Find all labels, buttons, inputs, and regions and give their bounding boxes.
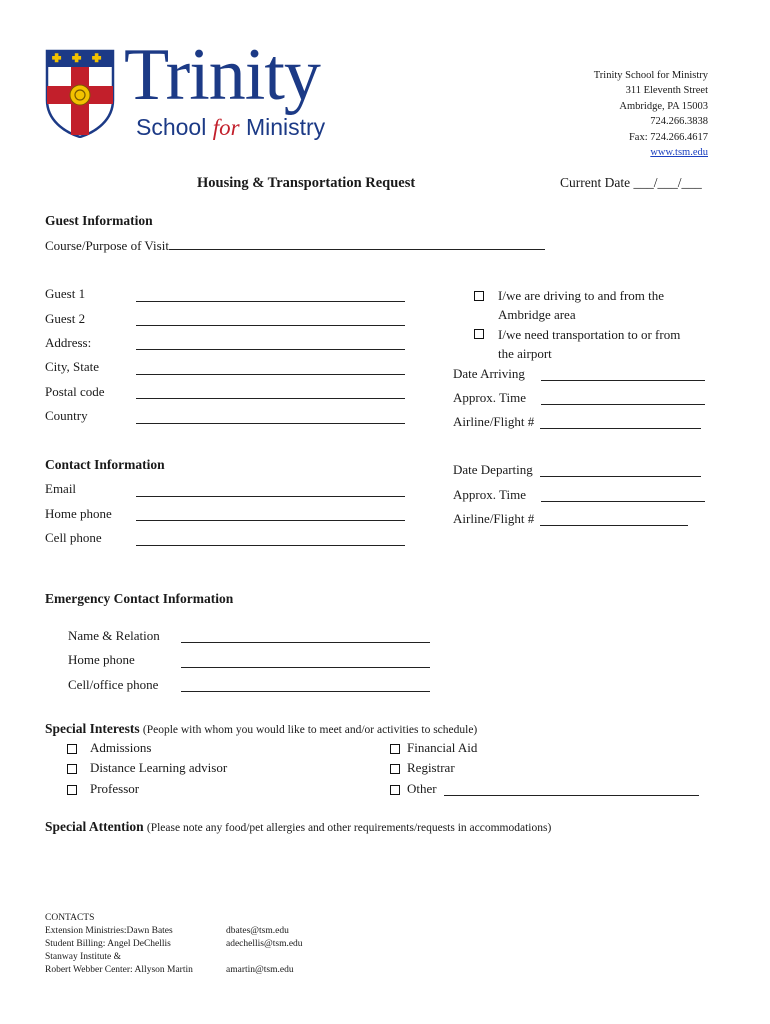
address-line[interactable] bbox=[136, 337, 405, 350]
address-fax: Fax: 724.266.4617 bbox=[628, 131, 708, 143]
contact-email-1[interactable]: dbates@tsm.edu bbox=[226, 926, 289, 936]
emergency-home-phone-label: Home phone bbox=[68, 652, 135, 667]
address-block bbox=[594, 68, 708, 160]
driving-checkbox[interactable] bbox=[474, 291, 484, 301]
approx-time-arrive-label: Approx. Time bbox=[453, 390, 526, 405]
admissions-label: Admissions bbox=[90, 740, 152, 755]
contact-email-2[interactable]: adechellis@tsm.edu bbox=[226, 939, 303, 949]
approx-time-arrive-line[interactable] bbox=[541, 392, 705, 405]
approx-time-depart-label: Approx. Time bbox=[453, 487, 526, 502]
city-state-line[interactable] bbox=[136, 362, 405, 375]
country-label: Country bbox=[45, 408, 88, 423]
airline-depart-line[interactable] bbox=[540, 513, 688, 526]
emergency-name-line[interactable] bbox=[181, 630, 430, 643]
financial-aid-label: Financial Aid bbox=[407, 740, 478, 755]
airline-arrive-line[interactable] bbox=[540, 416, 701, 429]
course-purpose-field[interactable]: Course/Purpose of Visit bbox=[45, 237, 545, 254]
shield-crest-icon bbox=[44, 48, 116, 138]
postal-code-label: Postal code bbox=[45, 384, 105, 399]
professor-checkbox[interactable] bbox=[67, 785, 77, 795]
special-attention-title: Special Attention (Please note any food/pet allergies and other requirements/requests in accommodations) bbox=[45, 819, 552, 834]
guest1-line[interactable] bbox=[136, 289, 405, 302]
admissions-checkbox[interactable] bbox=[67, 744, 77, 754]
address-label: Address: bbox=[45, 335, 92, 350]
city-state-label: City, State bbox=[45, 359, 100, 374]
address-name: Trinity School for Ministry bbox=[593, 70, 708, 81]
distance-learning-checkbox[interactable] bbox=[67, 764, 77, 774]
logo-wordmark-trinity: Trinity bbox=[124, 34, 320, 116]
contact-label-1: Extension Ministries:Dawn Bates bbox=[45, 926, 173, 936]
approx-time-depart-line[interactable] bbox=[541, 489, 705, 502]
address-street: 311 Eleventh Street bbox=[625, 85, 708, 97]
date-departing-line[interactable] bbox=[540, 464, 701, 477]
home-phone-line[interactable] bbox=[136, 508, 405, 521]
course-purpose-line[interactable] bbox=[169, 237, 545, 250]
emergency-name-label: Name & Relation bbox=[68, 628, 160, 643]
emergency-heading: Emergency Contact Information bbox=[45, 591, 234, 606]
contacts-heading: CONTACTS bbox=[45, 913, 95, 923]
airline-arrive-label: Airline/Flight # bbox=[453, 414, 535, 429]
date-arriving-line[interactable] bbox=[541, 368, 705, 381]
other-line[interactable] bbox=[444, 783, 699, 796]
distance-learning-label: Distance Learning advisor bbox=[90, 760, 228, 775]
guest2-line[interactable] bbox=[136, 313, 405, 326]
other-label: Other bbox=[407, 781, 437, 796]
date-arriving-label: Date Arriving bbox=[453, 366, 525, 381]
registrar-label: Registrar bbox=[407, 760, 455, 775]
financial-aid-checkbox[interactable] bbox=[390, 744, 400, 754]
logo-wordmark-school: School for Ministry bbox=[136, 114, 326, 140]
transport-option-line1: I/we need transportation to or from bbox=[498, 327, 681, 342]
contact-label-3: Stanway Institute & bbox=[45, 952, 121, 962]
page-title: Housing & Transportation Request bbox=[197, 175, 416, 191]
address-city: Ambridge, PA 15003 bbox=[619, 100, 708, 112]
driving-option-line1: I/we are driving to and from the bbox=[498, 288, 665, 303]
email-line[interactable] bbox=[136, 484, 405, 497]
cell-phone-label: Cell phone bbox=[45, 530, 102, 545]
cell-phone-line[interactable] bbox=[136, 533, 405, 546]
contact-label-2: Student Billing: Angel DeChellis bbox=[45, 939, 171, 949]
email-label: Email bbox=[45, 481, 77, 496]
country-line[interactable] bbox=[136, 411, 405, 424]
airline-depart-label: Airline/Flight # bbox=[453, 511, 535, 526]
address-phone: 724.266.3838 bbox=[650, 116, 708, 128]
registrar-checkbox[interactable] bbox=[390, 764, 400, 774]
website-link[interactable]: www.tsm.edu bbox=[650, 147, 708, 159]
postal-code-line[interactable] bbox=[136, 386, 405, 399]
contact-email-4[interactable]: amartin@tsm.edu bbox=[226, 965, 294, 975]
transport-option-line2: the airport bbox=[498, 346, 552, 361]
guest2-label: Guest 2 bbox=[45, 311, 86, 326]
contact-info-heading: Contact Information bbox=[45, 457, 165, 472]
emergency-cell-label: Cell/office phone bbox=[68, 677, 159, 692]
home-phone-label: Home phone bbox=[45, 506, 112, 521]
current-date-field[interactable]: Current Date ___/___/___ bbox=[560, 175, 702, 190]
logo bbox=[44, 34, 384, 148]
guest-info-heading: Guest Information bbox=[45, 213, 153, 228]
professor-label: Professor bbox=[90, 781, 140, 796]
transport-checkbox[interactable] bbox=[474, 329, 484, 339]
driving-option-line2: Ambridge area bbox=[498, 307, 576, 322]
special-interests-title: Special Interests (People with whom you would like to meet and/or activities to schedule) bbox=[45, 721, 478, 736]
guest1-label: Guest 1 bbox=[45, 286, 86, 301]
other-checkbox[interactable] bbox=[390, 785, 400, 795]
emergency-cell-line[interactable] bbox=[181, 679, 430, 692]
emergency-home-phone-line[interactable] bbox=[181, 655, 430, 668]
contact-label-4: Robert Webber Center: Allyson Martin bbox=[45, 965, 193, 975]
date-departing-label: Date Departing bbox=[453, 462, 533, 477]
